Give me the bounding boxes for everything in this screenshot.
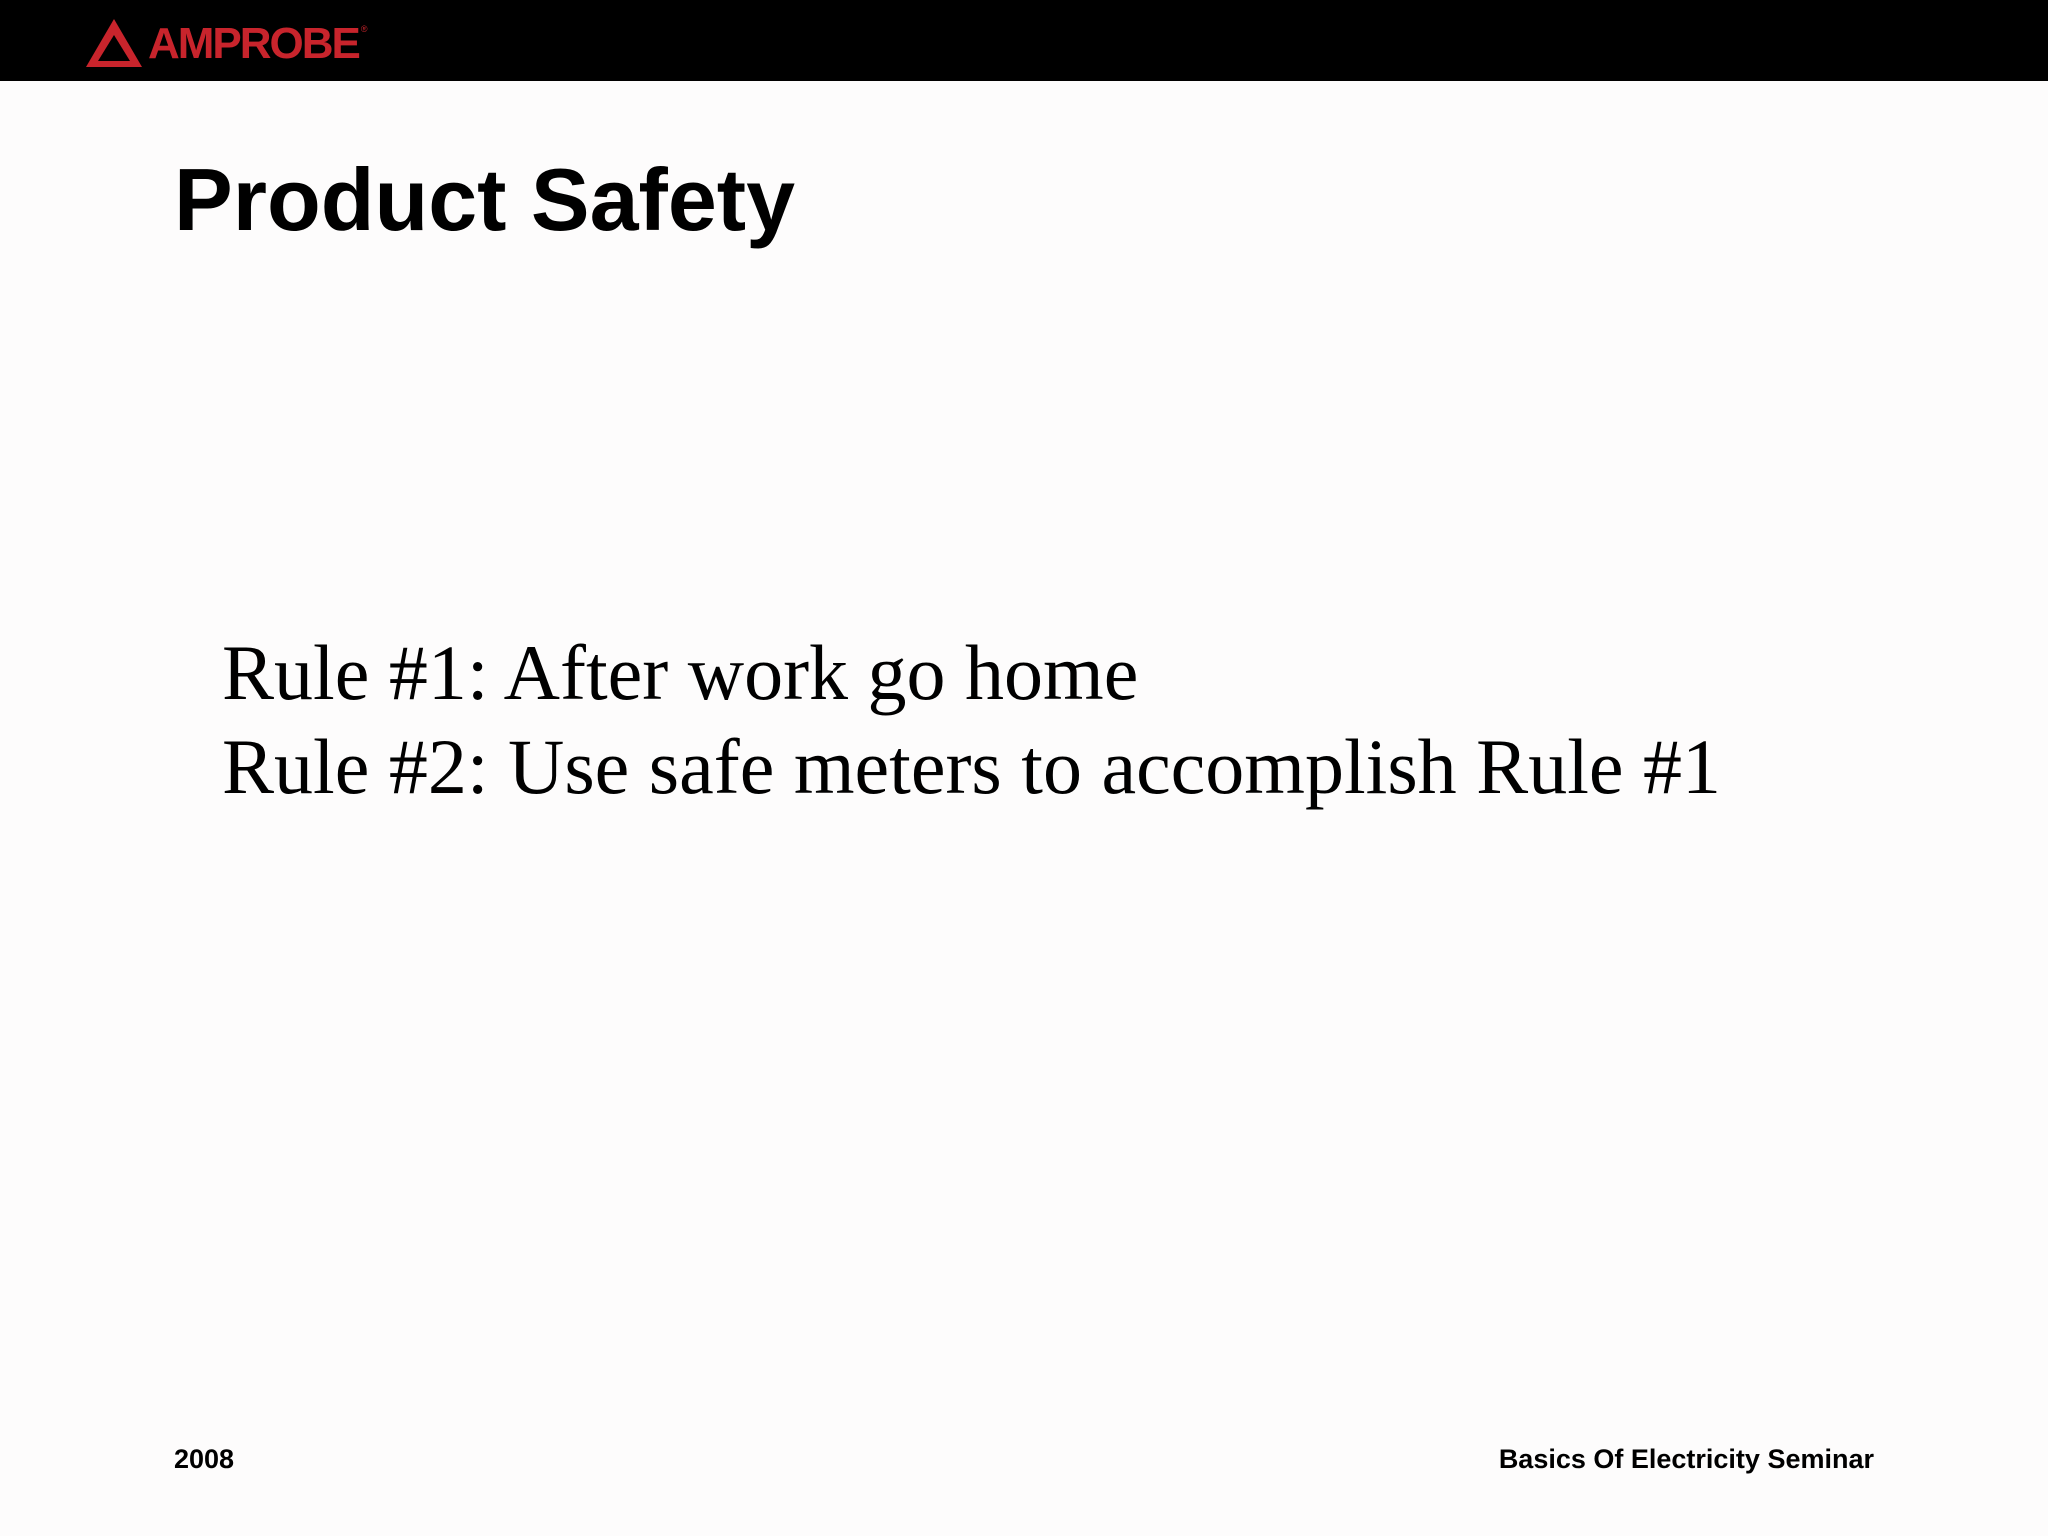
footer-seminar-title: Basics Of Electricity Seminar	[1498, 1444, 1874, 1474]
registered-mark: ®	[360, 24, 368, 34]
amprobe-logo	[84, 16, 368, 70]
rules-list	[222, 626, 1721, 814]
rule-2: Rule #2: Use safe meters to accomplish Rule #1	[222, 723, 1721, 810]
red-triangle-logo-icon	[84, 17, 144, 69]
logo-text: AMPROBE	[148, 19, 359, 68]
footer-year: 2008	[174, 1444, 235, 1474]
slide-title: Product Safety	[174, 150, 796, 249]
rule-1: Rule #1: After work go home	[222, 629, 1139, 716]
header-bar	[0, 0, 2048, 81]
